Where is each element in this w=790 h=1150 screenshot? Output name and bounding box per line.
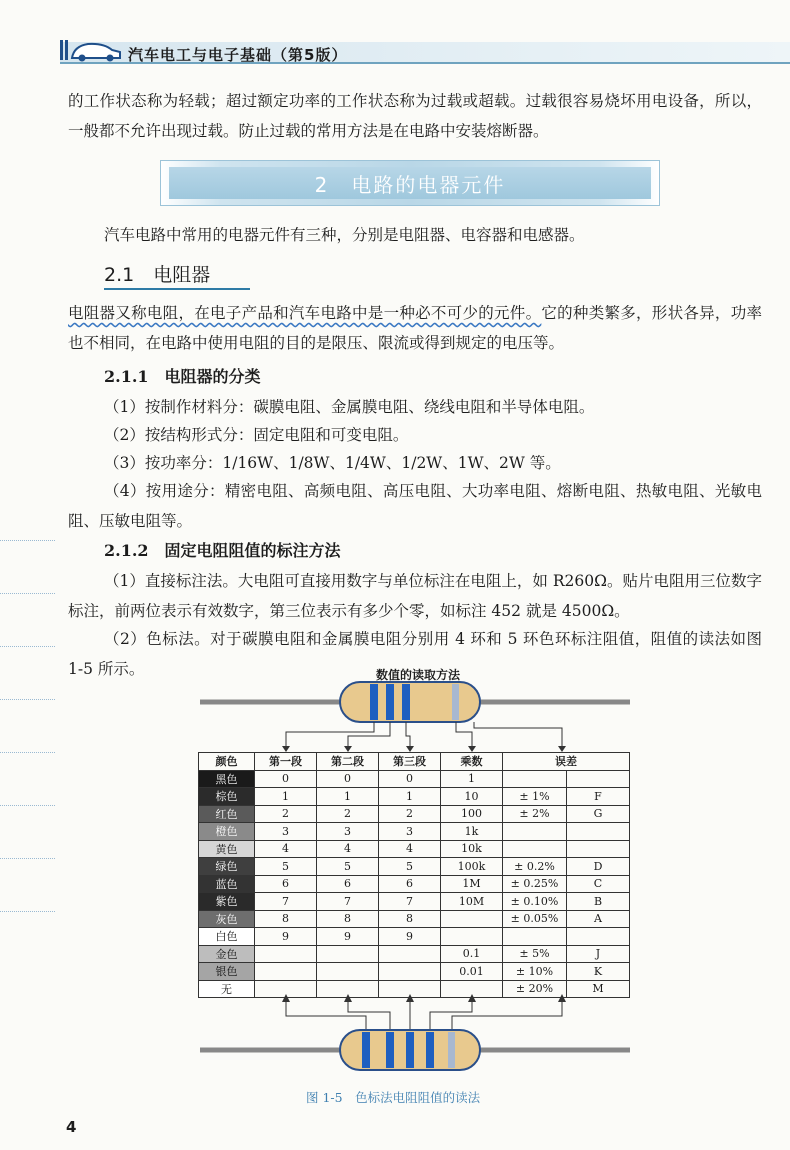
cell-third bbox=[379, 980, 441, 998]
cell-second: 1 bbox=[317, 788, 379, 806]
cell-second bbox=[317, 963, 379, 981]
cell-code: M bbox=[567, 980, 630, 998]
table-row bbox=[199, 963, 630, 981]
cell-code: G bbox=[567, 805, 630, 823]
cell-code: F bbox=[567, 788, 630, 806]
cell-color: 黄色 bbox=[199, 840, 255, 858]
method-color: （2）色标法。对于碳膜电阻和金属膜电阻分别用 4 环和 5 环色环标注阻值，阻值的读法如图 1-5 所示。 bbox=[68, 630, 762, 678]
cell-code: D bbox=[567, 858, 630, 876]
cell-code bbox=[567, 840, 630, 858]
resistor-paragraph-rest: 它的种类繁多，形状各异，功率也不相同，在电路中使用电阻的目的是限压、限流或得到规定的电压等。 bbox=[68, 304, 762, 352]
heading-2-1-1: 2.1.1 电阻器的分类 bbox=[104, 367, 261, 386]
cell-third: 1 bbox=[379, 788, 441, 806]
cell-first: 6 bbox=[255, 875, 317, 893]
top-resistor bbox=[200, 682, 630, 722]
cell-tolerance: ± 10% bbox=[503, 963, 567, 981]
cell-third: 3 bbox=[379, 823, 441, 841]
cell-multiplier: 1k bbox=[441, 823, 503, 841]
cell-code bbox=[567, 928, 630, 946]
cell-first: 1 bbox=[255, 788, 317, 806]
bottom-connectors bbox=[286, 998, 562, 1030]
cell-third: 4 bbox=[379, 840, 441, 858]
cell-tolerance: ± 0.25% bbox=[503, 875, 567, 893]
cell-code bbox=[567, 770, 630, 788]
table-row bbox=[199, 980, 630, 998]
table-row bbox=[199, 858, 630, 876]
table-row bbox=[199, 875, 630, 893]
table-row bbox=[199, 893, 630, 911]
cell-color: 红色 bbox=[199, 805, 255, 823]
cell-third: 0 bbox=[379, 770, 441, 788]
section-banner bbox=[160, 160, 660, 206]
cell-color: 橙色 bbox=[199, 823, 255, 841]
table-row bbox=[199, 823, 630, 841]
header-tolerance: 误差 bbox=[503, 753, 630, 771]
section-title: 2 电路的电器元件 bbox=[169, 167, 651, 199]
cell-multiplier: 100k bbox=[441, 858, 503, 876]
cell-code: J bbox=[567, 945, 630, 963]
color-code-table bbox=[198, 752, 630, 998]
resistor-paragraph bbox=[68, 298, 762, 358]
cell-tolerance bbox=[503, 928, 567, 946]
book-logo-icon bbox=[58, 36, 124, 66]
cell-tolerance: ± 20% bbox=[503, 980, 567, 998]
cell-tolerance bbox=[503, 823, 567, 841]
cell-first: 4 bbox=[255, 840, 317, 858]
cell-code: K bbox=[567, 963, 630, 981]
cell-first: 8 bbox=[255, 910, 317, 928]
cell-second: 7 bbox=[317, 893, 379, 911]
table-header-row bbox=[199, 753, 630, 771]
table-row bbox=[199, 910, 630, 928]
cell-code bbox=[567, 823, 630, 841]
class-item-4: （4）按用途分：精密电阻、高频电阻、高压电阻、大功率电阻、熔断电阻、热敏电阻、光敏电阻、压敏电阻等。 bbox=[68, 482, 762, 530]
cell-first: 7 bbox=[255, 893, 317, 911]
cell-first: 9 bbox=[255, 928, 317, 946]
method-direct: （1）直接标注法。大电阻可直接用数字与单位标注在电阻上，如 R260Ω。贴片电阻用三位数字标注，前两位表示有效数字，第三位表示有多少个零，如标注 452 就是 4500Ω。 bbox=[68, 572, 762, 620]
header-third: 第三段 bbox=[379, 753, 441, 771]
cell-third: 7 bbox=[379, 893, 441, 911]
cell-color: 蓝色 bbox=[199, 875, 255, 893]
cell-tolerance bbox=[503, 770, 567, 788]
header-second: 第二段 bbox=[317, 753, 379, 771]
table-row bbox=[199, 840, 630, 858]
cell-code: A bbox=[567, 910, 630, 928]
cell-color: 白色 bbox=[199, 928, 255, 946]
cell-second bbox=[317, 945, 379, 963]
cell-multiplier: 10k bbox=[441, 840, 503, 858]
cell-multiplier bbox=[441, 928, 503, 946]
cell-color: 无 bbox=[199, 980, 255, 998]
class-item-3: （3）按功率分：1/16W、1/8W、1/4W、1/2W、1W、2W 等。 bbox=[104, 454, 561, 472]
cell-first: 0 bbox=[255, 770, 317, 788]
header-multiplier: 乘数 bbox=[441, 753, 503, 771]
cell-second: 4 bbox=[317, 840, 379, 858]
cell-third: 9 bbox=[379, 928, 441, 946]
cell-third bbox=[379, 963, 441, 981]
cell-multiplier: 100 bbox=[441, 805, 503, 823]
header-first: 第一段 bbox=[255, 753, 317, 771]
cell-first bbox=[255, 963, 317, 981]
cell-second: 2 bbox=[317, 805, 379, 823]
cell-color: 金色 bbox=[199, 945, 255, 963]
cell-second: 6 bbox=[317, 875, 379, 893]
cell-multiplier: 1M bbox=[441, 875, 503, 893]
cell-tolerance: ± 1% bbox=[503, 788, 567, 806]
cell-first: 2 bbox=[255, 805, 317, 823]
cell-tolerance: ± 5% bbox=[503, 945, 567, 963]
cell-multiplier: 0.1 bbox=[441, 945, 503, 963]
cell-second: 3 bbox=[317, 823, 379, 841]
cell-first bbox=[255, 945, 317, 963]
cell-multiplier: 10M bbox=[441, 893, 503, 911]
header-title: 汽车电工与电子基础（第5版） bbox=[128, 46, 348, 64]
table-row bbox=[199, 770, 630, 788]
cell-multiplier: 0.01 bbox=[441, 963, 503, 981]
cell-second: 9 bbox=[317, 928, 379, 946]
cell-second: 0 bbox=[317, 770, 379, 788]
table-row bbox=[199, 945, 630, 963]
table-body bbox=[199, 770, 630, 998]
cell-second: 5 bbox=[317, 858, 379, 876]
cell-multiplier bbox=[441, 910, 503, 928]
figure-caption: 图 1-5 色标法电阻阻值的读法 bbox=[306, 1090, 481, 1105]
cell-multiplier: 10 bbox=[441, 788, 503, 806]
cell-third: 6 bbox=[379, 875, 441, 893]
margin-lines bbox=[0, 540, 55, 960]
intro-paragraph: 的工作状态称为轻载；超过额定功率的工作状态称为过载或超载。过载很容易烧坏用电设备，所以，一般都不允许出现过载。防止过载的常用方法是在电路中安装熔断器。 bbox=[68, 92, 762, 140]
cell-third: 5 bbox=[379, 858, 441, 876]
table-row bbox=[199, 928, 630, 946]
figure-title: 数值的读取方法 bbox=[376, 668, 461, 682]
cell-code: C bbox=[567, 875, 630, 893]
components-paragraph: 汽车电路中常用的电器元件有三种，分别是电阻器、电容器和电感器。 bbox=[104, 226, 585, 244]
cell-color: 灰色 bbox=[199, 910, 255, 928]
table-row bbox=[199, 788, 630, 806]
cell-first: 3 bbox=[255, 823, 317, 841]
cell-first: 5 bbox=[255, 858, 317, 876]
page-number: 4 bbox=[66, 1118, 77, 1136]
top-connectors bbox=[286, 722, 562, 748]
subsection-heading: 2.1 电阻器 bbox=[104, 260, 250, 290]
cell-color: 黑色 bbox=[199, 770, 255, 788]
running-header bbox=[0, 0, 790, 70]
cell-tolerance: ± 0.10% bbox=[503, 893, 567, 911]
class-item-1: （1）按制作材料分：碳膜电阻、金属膜电阻、绕线电阻和半导体电阻。 bbox=[104, 398, 595, 416]
cell-color: 紫色 bbox=[199, 893, 255, 911]
cell-third bbox=[379, 945, 441, 963]
cell-color: 银色 bbox=[199, 963, 255, 981]
cell-second bbox=[317, 980, 379, 998]
cell-first bbox=[255, 980, 317, 998]
cell-color: 棕色 bbox=[199, 788, 255, 806]
cell-tolerance bbox=[503, 840, 567, 858]
cell-color: 绿色 bbox=[199, 858, 255, 876]
cell-tolerance: ± 0.05% bbox=[503, 910, 567, 928]
table-row bbox=[199, 805, 630, 823]
class-item-2: （2）按结构形式分：固定电阻和可变电阻。 bbox=[104, 426, 409, 444]
cell-tolerance: ± 2% bbox=[503, 805, 567, 823]
header-color: 颜色 bbox=[199, 753, 255, 771]
cell-tolerance: ± 0.2% bbox=[503, 858, 567, 876]
cell-multiplier bbox=[441, 980, 503, 998]
underlined-definition: 电阻器又称电阻，在电子产品和汽车电路中是一种必不可少的元件。 bbox=[68, 304, 542, 322]
cell-third: 8 bbox=[379, 910, 441, 928]
bottom-resistor bbox=[200, 1030, 630, 1070]
cell-multiplier: 1 bbox=[441, 770, 503, 788]
cell-second: 8 bbox=[317, 910, 379, 928]
cell-code: B bbox=[567, 893, 630, 911]
cell-third: 2 bbox=[379, 805, 441, 823]
heading-2-1-2: 2.1.2 固定电阻阻值的标注方法 bbox=[104, 541, 341, 560]
